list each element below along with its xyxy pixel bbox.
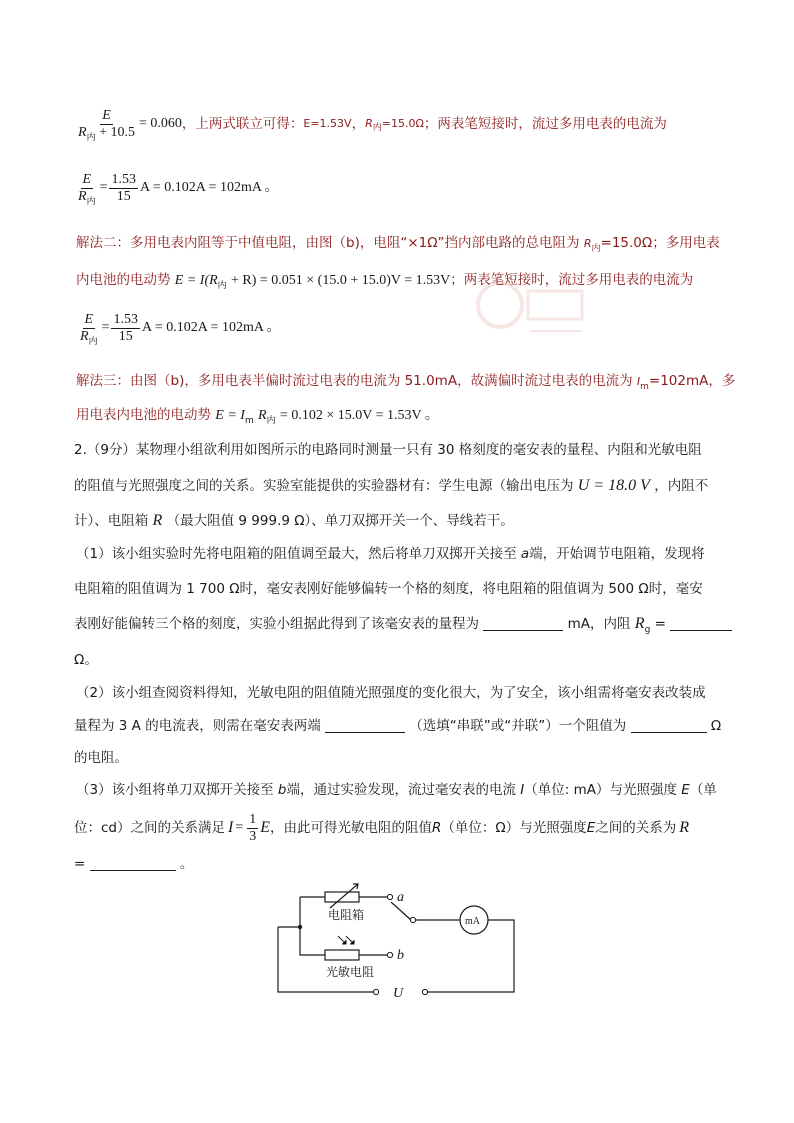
source-label: U (393, 986, 404, 1001)
solution3-line1: 解法三：由图（b)，多用电表半偏时流过电表的电流为 51.0mA，故满偏时流过电表的电流为 $I_m=102mA$，多 (76, 373, 736, 392)
solution1-text-post: ；两表笔短接时，流过多用电表的电流为 (423, 116, 667, 132)
eq1-fraction: $\frac{E}{R_内 + 10.5}$ (78, 107, 135, 142)
part1-line1: （1）该小组实验时先将电阻箱的阻值调至最大，然后将单刀双掷开关接至 a端，开始调节电阻箱，发现将 (76, 546, 705, 562)
part1-line3: 表刚好能偏转三个格的刻度，实验小组据此得到了该毫安表的量程为 mA，内阻 $R_g$ = (74, 614, 732, 636)
photoresistor-label: 光敏电阻 (326, 965, 375, 979)
resistor-box-label: 电阻箱 (328, 908, 365, 922)
part3-line3: = 。 (74, 856, 194, 872)
source-voltage: U = 18.0 V (577, 477, 650, 494)
terminal-b (387, 952, 392, 957)
emf-value: E=1.53V (303, 117, 352, 130)
solution1-line2: $\frac{E}{R_内}$ = $\frac{1.53}{15}$ A = 0.102A = 102mA 。 (78, 171, 279, 206)
q2-intro-line2: 的阻值与光照强度之间的关系。实验室能提供的实验器材有：学生电源（输出电压为 U = 18.0 V ，内阻不 (74, 477, 709, 494)
connection-answer-blank[interactable] (325, 718, 405, 733)
solution2-emf-equation: + R) = 0.051 × (15.0 + 15.0)V = 1.53V (230, 273, 451, 288)
switch-pivot (410, 917, 415, 922)
resistance-answer-blank[interactable] (670, 616, 732, 631)
solution2-line2: 内电池的电动势 $E = I(R_内 + R) = 0.051 \times (15.0 + 15.0)V = 1.53V$；两表笔短接时，流过多用电表的电流为 (76, 272, 694, 291)
terminal-a-label: a (397, 890, 404, 905)
terminal-a (387, 894, 392, 899)
solution2-line1: 解法二：多用电表内阻等于中值电阻，由图（b)，电阻“×1Ω”挡内部电路的总电阻为 $R_内=15.0\Omega$；多用电表 (76, 235, 720, 254)
eq2-rhs: A = 0.102A = 102mA 。 (139, 180, 279, 195)
internal-resistance-value: =15.0Ω (381, 117, 424, 130)
wire-right-bottom (427, 920, 514, 992)
shunt-resistance-answer-blank[interactable] (631, 718, 707, 733)
terminal-b-label: b (397, 948, 404, 963)
part1-line2: 电阻箱的阻值调为 1 700 Ω时，毫安表刚好能够偏转一个格的刻度，将电阻箱的阻值调为 500 Ω时，毫安 (74, 581, 703, 597)
solution2-line3: $\frac{E}{R_内}$ = $\frac{1.53}{15}$ A = 0.102A = 102mA 。 (80, 311, 281, 346)
relation-answer-blank[interactable] (90, 856, 176, 871)
circuit-diagram (270, 880, 530, 1005)
range-answer-blank[interactable] (483, 616, 563, 631)
light-arrows (338, 936, 354, 944)
q2-intro-line3: 计）、电阻箱 R （最大阻值 9 999.9 Ω）、单刀双掷开关一个、导线若干。 (74, 512, 514, 529)
source-terminal-left (373, 989, 378, 994)
wire-to-photoresistor (300, 927, 325, 955)
meter-label: mA (465, 916, 480, 927)
junction-node (298, 925, 302, 929)
source-terminal-right (422, 989, 427, 994)
solution1-line1: $\frac{E}{R_内 + 10.5}$ = 0.060 ，上两式联立可得： E=1.53V ， R 内 =15.0Ω ；两表笔短接时，流过多用电表的电流为 (78, 107, 667, 142)
solution1-text-pre: ，上两式联立可得： (181, 116, 304, 132)
eq2-fraction-value: $\frac{1.53}{15}$ (111, 171, 136, 204)
q2-intro-line1: 2.（9分）某物理小组欲利用如图所示的电路同时测量一只有 30 格刻度的毫安表的量程、内阻和光敏电阻 (74, 442, 702, 458)
part3-line2: 位：cd）之间的关系满足 I = $\frac{1}{3}$ E ，由此可得光敏电阻的阻值 R （单位：Ω）与光照强度 E 之间的关系为 R (74, 811, 690, 844)
watermark-logo (470, 265, 590, 355)
part3-fraction: $\frac{1}{3}$ (249, 811, 257, 844)
part1-line4: Ω。 (74, 652, 98, 668)
solution3-line2: 用电表内电池的电动势 $E = I_m$ $R_内 = 0.102 \times 15.0V = 1.53V$ 。 (76, 407, 439, 426)
part2-line3: 的电阻。 (74, 750, 128, 766)
eq1-rhs: = 0.060 (138, 116, 182, 131)
part3-line1: （3）该小组将单刀双掷开关接至 b端，通过实验发现，流过毫安表的电流 I（单位: mA）与光照强度 E（单 (76, 782, 717, 798)
part2-line1: （2）该小组查阅资料得知，光敏电阻的阻值随光照强度的变化很大，为了安全，该小组需将毫安表改装成 (76, 685, 706, 701)
variable-arrow (330, 884, 358, 908)
eq2-fraction: $\frac{E}{R_内}$ (78, 171, 96, 206)
part2-line2: 量程为 3 A 的电流表，则需在毫安表两端 （选填“串联”或“并联”）一个阻值为 Ω (74, 718, 722, 734)
photoresistor-symbol (325, 950, 359, 960)
